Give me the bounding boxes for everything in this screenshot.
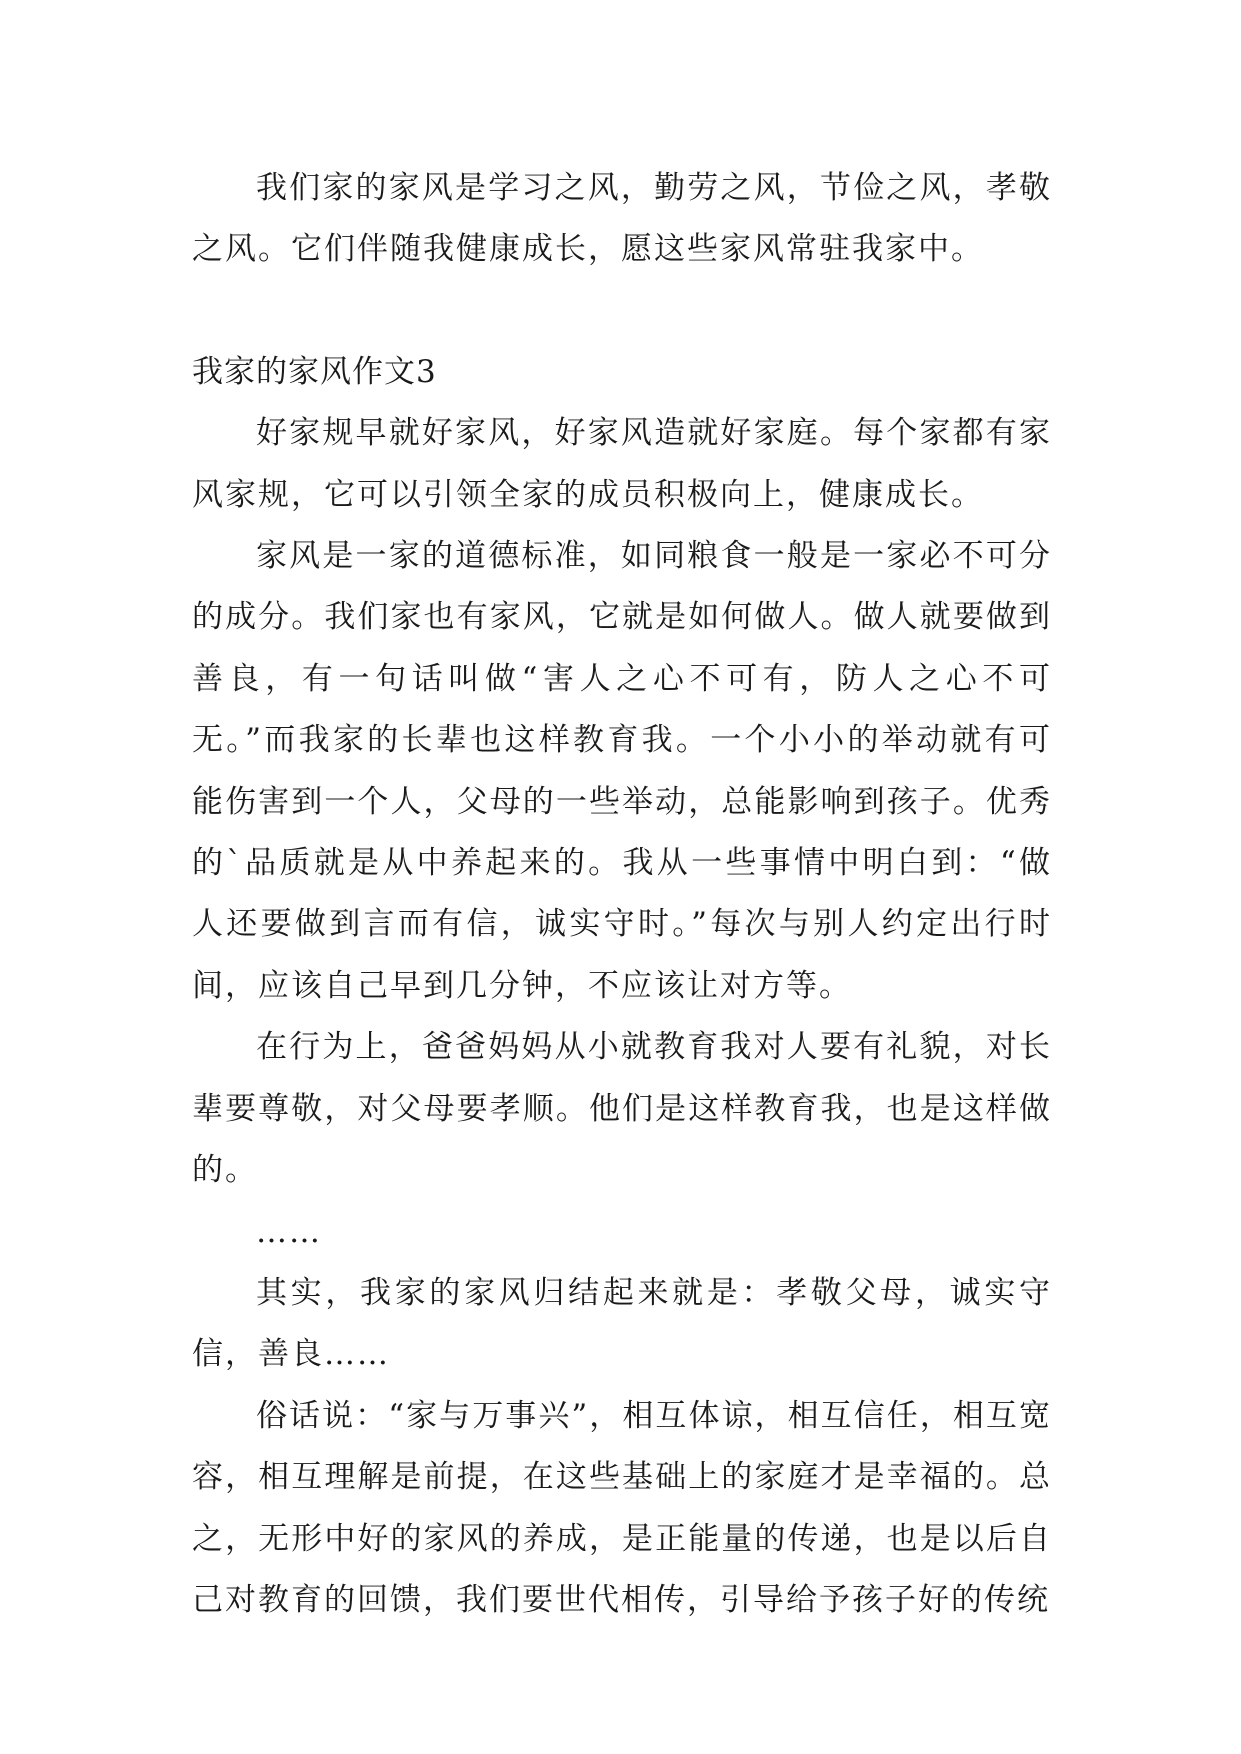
- paragraph-5: 俗话说：“家与万事兴”，相互体谅，相互信任，相互宽容，相互理解是前提，在这些基础上的家庭才是幸福的。总之，无形中好的家风的养成，是正能量的传递，也是以后自己对教育的回馈，我们要世代相传，引导给予孩子好的传统: [192, 1397, 1052, 1618]
- paragraph-2: 家风是一家的道德标准，如同粮食一般是一家必不可分的成分。我们家也有家风，它就是如何做人。做人就要做到善良，有一句话叫做“害人之心不可有，防人之心不可无。”而我家的长辈也这样教育我。一个小小的举动就有可能伤害到一个人，父母的一些举动，总能影响到孩子。优秀的`品质就是从中养起来的。我从一些事情中明白到：“做人还要做到言而有信，诚实守时。”每次与别人约定出行时间，应该自己早到几分钟，不应该让对方等。: [192, 538, 1052, 1004]
- section-heading: 我家的家风作文3: [192, 353, 437, 390]
- paragraph-ellipsis: ……: [256, 1213, 322, 1250]
- paragraph-3: 在行为上，爸爸妈妈从小就教育我对人要有礼貌，对长辈要尊敬，对父母要孝顺。他们是这样教育我，也是这样做的。: [192, 1029, 1052, 1189]
- paragraph-1: 好家规早就好家风，好家风造就好家庭。每个家都有家风家规，它可以引领全家的成员积极向上，健康成长。: [192, 415, 1052, 513]
- paragraph-intro: 我们家的家风是学习之风，勤劳之风，节俭之风，孝敬之风。它们伴随我健康成长，愿这些家风常驻我家中。: [192, 170, 1052, 268]
- paragraph-4: 其实，我家的家风归结起来就是：孝敬父母，诚实守信，善良……: [192, 1274, 1052, 1373]
- document-body: [192, 158, 1052, 1631]
